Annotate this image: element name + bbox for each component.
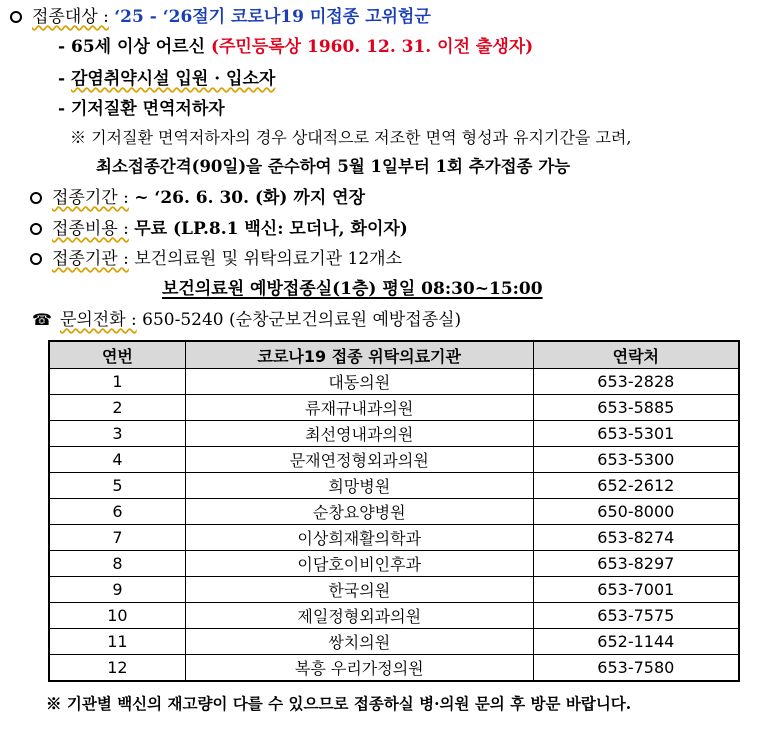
cell-clinic: 최선영내과의원 — [185, 421, 533, 447]
table-row — [49, 603, 739, 629]
item-extra: (주민등록상 1960. 12. 31. 이전 출생자) — [210, 37, 534, 57]
cell-phone: 653-8274 — [533, 525, 739, 551]
cell-number: 9 — [49, 577, 185, 603]
header-phone: 연락처 — [533, 341, 739, 369]
item-prefix: - — [58, 69, 71, 89]
cell-phone: 652-2612 — [533, 473, 739, 499]
item-main: 감염취약시설 입원 · 입소자 — [70, 69, 276, 89]
cell-number: 4 — [49, 447, 185, 473]
table-row — [49, 473, 739, 499]
cell-clinic: 제일정형외과의원 — [185, 603, 533, 629]
cell-phone: 653-7575 — [533, 603, 739, 629]
table-row — [49, 395, 739, 421]
table-row — [49, 447, 739, 473]
table-header-row — [49, 341, 739, 369]
target-note-line1: ※ 기저질환 면역저하자의 경우 상대적으로 저조한 면역 형성과 유지기간을 고려, — [70, 128, 632, 147]
cell-phone: 653-2828 — [533, 369, 739, 395]
item-main: 65세 이상 어르신 — [70, 37, 211, 57]
cell-number: 12 — [49, 655, 185, 682]
table-row — [49, 369, 739, 395]
cell-number: 7 — [49, 525, 185, 551]
target-item-3 — [58, 98, 225, 120]
period-line — [30, 187, 365, 209]
contact-line — [32, 309, 461, 331]
cell-phone: 653-5300 — [533, 447, 739, 473]
circle-bullet-icon — [10, 11, 22, 23]
cell-phone: 653-8297 — [533, 551, 739, 577]
cell-clinic: 복흥 우리가정의원 — [185, 655, 533, 682]
cell-phone: 653-7580 — [533, 655, 739, 682]
table-row — [49, 551, 739, 577]
cell-clinic: 쌍치의원 — [185, 629, 533, 655]
cost-value: 무료 (LP.8.1 백신: 모더나, 화이자) — [134, 219, 408, 239]
circle-bullet-icon — [30, 253, 42, 265]
institution-value: 보건의료원 및 위탁의료기관 12개소 — [134, 249, 402, 269]
table-row — [49, 577, 739, 603]
cell-number: 1 — [49, 369, 185, 395]
cell-number: 3 — [49, 421, 185, 447]
contact-label: 문의전화 : — [59, 310, 137, 330]
target-value: ‘25 - ‘26절기 코로나19 미접종 고위험군 — [114, 7, 431, 27]
footer-note: ※ 기관별 백신의 재고량이 다를 수 있으므로 접종하실 병·의원 문의 후 방문 바랍니다. — [46, 694, 632, 713]
institution-line — [30, 248, 402, 270]
table-row — [49, 525, 739, 551]
cell-number: 2 — [49, 395, 185, 421]
cell-clinic: 한국의원 — [185, 577, 533, 603]
table-row — [49, 629, 739, 655]
cell-phone: 652-1144 — [533, 629, 739, 655]
target-item-2 — [58, 68, 275, 90]
item-main: 기저질환 면역저하자 — [70, 99, 225, 119]
target-label: 접종대상 : — [32, 7, 109, 27]
cell-number: 6 — [49, 499, 185, 525]
cell-clinic: 이상희재활의학과 — [185, 525, 533, 551]
cost-line — [30, 218, 408, 240]
table-row — [49, 421, 739, 447]
period-value: ~ ‘26. 6. 30. (화) 까지 연장 — [134, 188, 366, 208]
target-note-line2: 최소접종간격(90일)을 준수하여 5월 1일부터 1회 추가접종 가능 — [96, 157, 571, 176]
cell-number: 8 — [49, 551, 185, 577]
institution-sub: 보건의료원 예방접종실(1층) 평일 08:30~15:00 — [162, 279, 543, 299]
cell-number: 5 — [49, 473, 185, 499]
cell-clinic: 희망병원 — [185, 473, 533, 499]
cell-number: 11 — [49, 629, 185, 655]
target-item-1 — [58, 36, 533, 58]
cell-number: 10 — [49, 603, 185, 629]
header-number: 연번 — [49, 341, 185, 369]
cell-phone: 650-8000 — [533, 499, 739, 525]
cell-clinic: 류재규내과의원 — [185, 395, 533, 421]
circle-bullet-icon — [30, 223, 42, 235]
cell-clinic: 이담호이비인후과 — [185, 551, 533, 577]
contact-value: 650-5240 (순창군보건의료원 예방접종실) — [142, 310, 462, 330]
cell-phone: 653-7001 — [533, 577, 739, 603]
item-prefix: - — [58, 99, 71, 119]
item-prefix: - — [58, 37, 71, 57]
cell-clinic: 문재연정형외과의원 — [185, 447, 533, 473]
institution-label: 접종기관 : — [52, 249, 129, 269]
table-row — [49, 655, 739, 682]
cell-phone: 653-5885 — [533, 395, 739, 421]
cell-clinic: 순창요양병원 — [185, 499, 533, 525]
cell-phone: 653-5301 — [533, 421, 739, 447]
table-row — [49, 499, 739, 525]
cell-clinic: 대동의원 — [185, 369, 533, 395]
clinic-table — [48, 340, 740, 682]
period-label: 접종기간 : — [52, 188, 129, 208]
circle-bullet-icon — [30, 192, 42, 204]
phone-icon: ☎ — [32, 310, 52, 329]
cost-label: 접종비용 : — [52, 219, 129, 239]
target-line — [10, 6, 431, 28]
header-clinic: 코로나19 접종 위탁의료기관 — [185, 341, 533, 369]
